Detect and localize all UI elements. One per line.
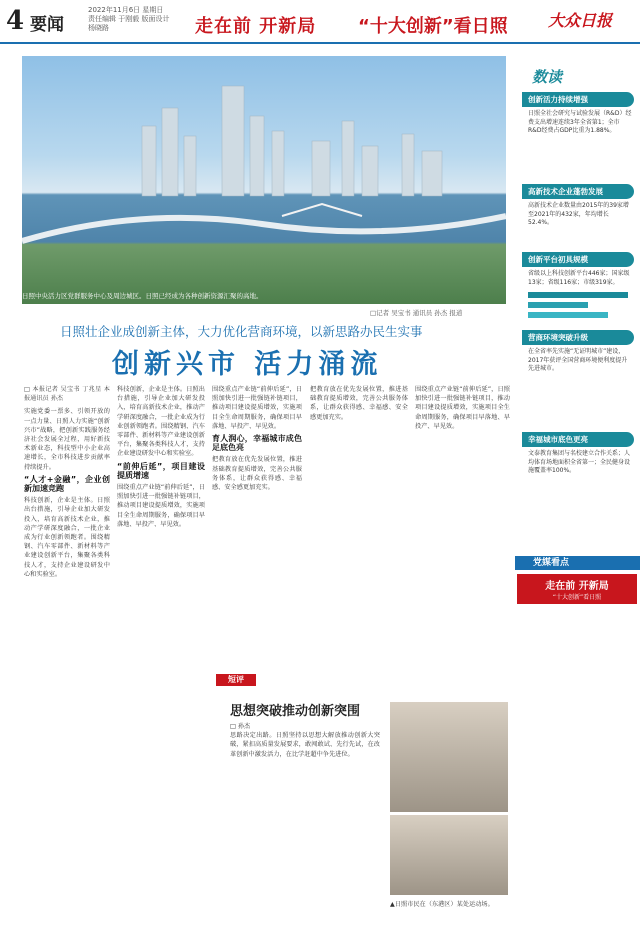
meta-line: 责任编辑 于刚毅 版面设计 杨晓路 (88, 15, 170, 32)
commentary-title: 思想突破推动创新突围 (230, 704, 361, 719)
article-body: 科技创新，企业是主体。日照出台措施，引导企业加大研发投入，培育高新技术企业，推动产学研深度融合，一批企业成为行业创新领跑者。围绕精钢、汽车零部件、新材料等产业建设创新平台，集聚各类科技人才，支持企业建设研发中心和实验室。 (24, 497, 110, 578)
commentary-byline: □ 孙杰 (230, 723, 251, 730)
main-photo (22, 56, 506, 304)
photo-caption: 日照中央活力区党群服务中心及周边城区。日照已经成为各种创新资源汇聚的高地。 (22, 292, 263, 300)
article-column-2 (117, 385, 205, 529)
platform-bars (528, 292, 632, 322)
stat-text: 文泰教育集团与名校建立合作关系；人均体育场地面积全省第一；全民健身设施覆盖率100%。 (528, 450, 631, 474)
meta-line: 2022年11月6日 星期日 (88, 6, 164, 14)
commentary-tag: 短评 (216, 674, 256, 686)
article-column-5 (415, 385, 510, 431)
article-body: 科技创新，企业是主体。日照出台措施，引导企业加大研发投入，培育高新技术企业，推动产学研深度融合，一批企业成为行业创新领跑者。围绕精钢、汽车零部件、新材料等产业建设创新平台，集聚各类科技人才，支持企业建设研发中心和实验室。 (117, 386, 205, 458)
article-column-1 (24, 385, 110, 579)
article-title: 创新兴市 活力涌流 (112, 349, 383, 380)
stat-text: 日照全社会研究与试验发展（R&D）经费支出增速连续3年全省第1；全市R&D经费占GDP比重为1.88%。 (528, 110, 632, 134)
header-title: 走在前 开新局 (195, 16, 317, 37)
article-body: 围绕重点产业链“前伸后延”，日照加快引进一批强链补链项目，推动项目建设提质增效，实施项目全生命周期服务，确保项目早落地、早投产、早见效。 (212, 386, 302, 430)
stat-heading: 创新平台初具规模 (522, 252, 634, 267)
side-banner: 党媒看点 (515, 556, 640, 570)
photo-credit: □记者 吴宝书 通讯员 孙杰 报道 (370, 309, 463, 317)
commentary-text: 思路决定出路。日照坚持以思想大解放推动创新大突破，紧扣高质量发展要求，敢闯敢试、先行先试，在改革创新中激发活力，在比学赶超中争先进位。 (230, 732, 380, 758)
article-byline: □ 本报记者 吴宝书 丁兆星 本报通讯员 孙杰 (24, 386, 110, 403)
article-body: 围绕重点产业链“前伸后延”，日照加快引进一批强链补链项目，推动项目建设提质增效，实施项目全生命周期服务，确保项目早落地、早投产、早见效。 (415, 386, 510, 430)
article-intro: 实施党委一票多、引领开放的一点力量、日照人力实施“创新兴市”战略，把创新实践服务经济社会发展全过程，用好新技术新业态，科技型中小企业高速增长，全市科技进步贡献率持续提升。 (24, 408, 110, 471)
stat-heading: 营商环境突破升级 (522, 330, 634, 345)
article-column-4 (310, 385, 408, 422)
article-body: 围绕重点产业链“前伸后延”，日照加快引进一批强链补链项目，推动项目建设提质增效，实施项目全生命周期服务，确保项目早落地、早投产、早见效。 (117, 484, 205, 528)
article-deck: 日照壮企业成创新主体，大力优化营商环境，以新思路办民生实事 (60, 324, 423, 339)
article-body: 把教育放在优先发展位置，推进基础教育提质增效，完善公共服务体系，让群众获得感、幸福感、安全感更加充实。 (212, 456, 302, 492)
bar-national (528, 292, 628, 298)
bottom-photo-2 (390, 815, 508, 895)
stat-text: 高新技术企业数量由2015年的39家增至2021年的432家，年均增长52.4%。 (528, 202, 629, 226)
article-column-3 (212, 385, 302, 492)
section-name: 要闻 (30, 15, 64, 35)
side-banner-sub: “十大创新”看日照 (552, 594, 602, 601)
bottom-caption: ▲日照市民在（东港区）某处运动场。 (390, 901, 494, 908)
bottom-photo-1 (390, 702, 508, 812)
newspaper-logo: 大众日报 (548, 11, 613, 30)
city-skyline-image (22, 56, 506, 304)
bar-city (528, 312, 608, 318)
commentary-body (230, 722, 380, 759)
stat-heading: 幸福城市底色更亮 (522, 432, 634, 447)
subheading: 育人润心，幸福城市成色足底色亮 (212, 434, 302, 453)
header-subtitle: “十大创新”看日照 (358, 16, 508, 37)
article-body: 把教育放在优先发展位置，推进基础教育提质增效，完善公共服务体系，让群众获得感、幸福感、安全感更加充实。 (310, 386, 408, 421)
side-banner-box[interactable] (517, 574, 637, 604)
stat-heading: 创新活力持续增强 (522, 92, 634, 107)
header-meta (88, 6, 178, 33)
stat-text: 省级以上科技创新平台446家；国家级13家；省级116家；市级319家。 (528, 270, 630, 286)
bar-provincial (528, 302, 588, 308)
page-number: 4 (6, 6, 25, 36)
side-banner-title: 走在前 开新局 (545, 581, 609, 592)
sidebar-title: 数读 (532, 68, 563, 86)
subheading: “人才+金融”，企业创新加速竞跑 (24, 474, 110, 494)
stat-text: 在全省率先实施“无证明城市”建设，2017年获评全国营商环境便利度提升先进城市。 (528, 348, 628, 372)
subheading: “前伸后延”，项目建设提质增速 (117, 461, 205, 480)
stat-heading: 高新技术企业蓬勃发展 (522, 184, 634, 199)
